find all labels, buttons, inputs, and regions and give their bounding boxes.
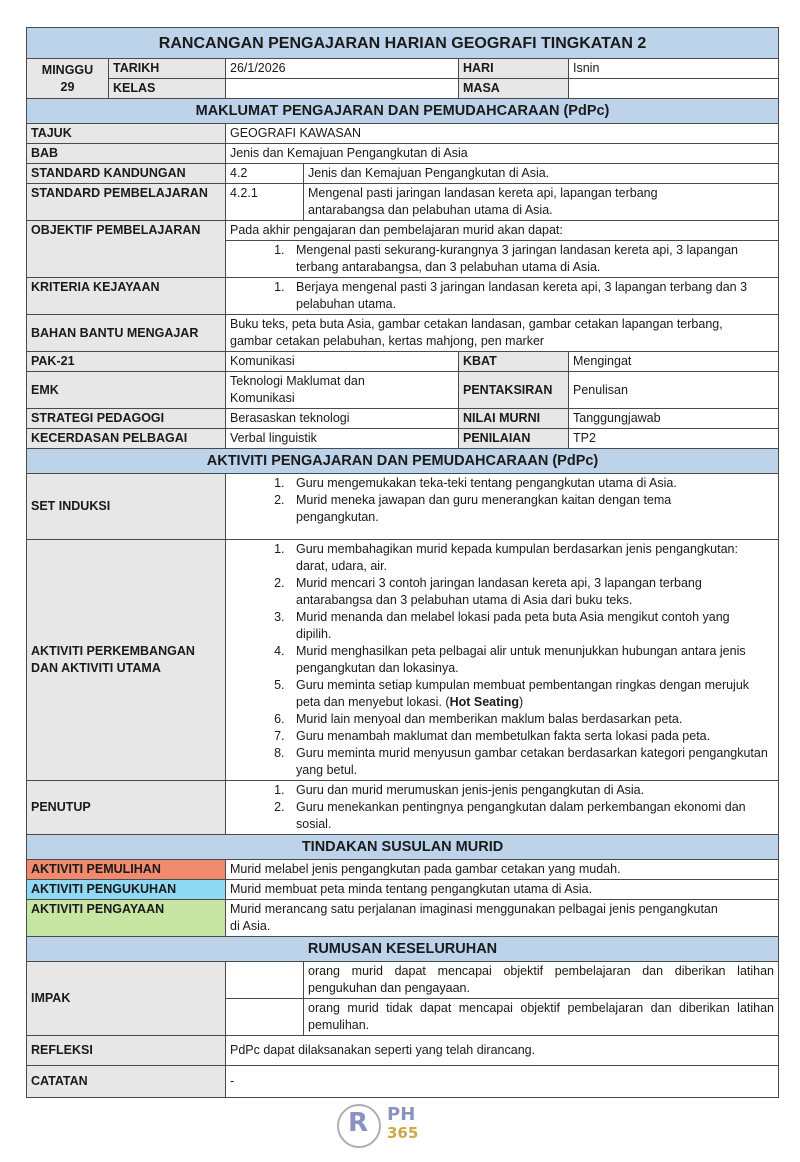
impak-label: IMPAK [27,962,226,1036]
standard-pembelajaran-value: Mengenal pasti jaringan landasan kereta api, lapangan terbang antarabangsa dan pelabuhan utama di Asia. [304,184,779,221]
penilaian-label: PENILAIAN [459,429,569,449]
minggu-label: MINGGU [41,62,94,77]
standard-pembelajaran-code: 4.2.1 [226,184,304,221]
section-rumusan: RUMUSAN KESELURUHAN [27,937,779,962]
set-induksi-item: 2. Murid meneka jawapan dan guru menerangkan kaitan dengan tema pengangkutan. [288,492,738,526]
hari-label: HARI [459,59,569,79]
strategi-label: STRATEGI PEDAGOGI [27,409,226,429]
impak-count-2[interactable] [226,999,304,1036]
refleksi-label: REFLEKSI [27,1036,226,1066]
pengukuhan-value: Murid membuat peta minda tentang pengangkutan utama di Asia. [226,880,779,900]
tajuk-label: TAJUK [27,124,226,144]
catatan-value: - [226,1066,779,1098]
kriteria-label: KRITERIA KEJAYAAN [27,278,226,315]
bbm-label: BAHAN BANTU MENGAJAR [27,315,226,352]
pentaksiran-value: Penulisan [569,372,779,409]
pak21-value: Komunikasi [226,352,459,372]
masa-label: MASA [459,79,569,99]
watermark-number: 365 [387,1124,419,1142]
refleksi-value: PdPc dapat dilaksanakan seperti yang telah dirancang. [226,1036,779,1066]
objektif-intro: Pada akhir pengajaran dan pembelajaran murid akan dapat: [226,221,779,241]
penilaian-value: TP2 [569,429,779,449]
catatan-label: CATATAN [27,1066,226,1098]
minggu-value: 29 [60,79,75,94]
penutup-item: 1. Guru dan murid merumuskan jenis-jenis pengangkutan di Asia. [288,782,774,799]
document-title: RANCANGAN PENGAJARAN HARIAN GEOGRAFI TINGKATAN 2 [27,28,779,59]
watermark-letter: R [348,1108,369,1138]
nilai-murni-value: Tanggungjawab [569,409,779,429]
hari-value[interactable]: Isnin [569,59,779,79]
standard-kandungan-label: STANDARD KANDUNGAN [27,164,226,184]
kelas-label: KELAS [109,79,226,99]
kelas-value[interactable] [226,79,459,99]
emk-value: Teknologi Maklumat dan Komunikasi [226,372,459,409]
pentaksiran-label: PENTAKSIRAN [459,372,569,409]
pak21-label: PAK-21 [27,352,226,372]
rph-table [26,27,779,1098]
set-induksi-label: SET INDUKSI [27,474,226,540]
impak-count-1[interactable] [226,962,304,999]
perkembangan-item: 6. Murid lain menyoal dan memberikan maklum balas berdasarkan peta. [288,711,768,728]
minggu-cell [27,59,109,99]
perkembangan-label: AKTIVITI PERKEMBANGAN DAN AKTIVITI UTAMA [27,540,226,781]
kecerdasan-value: Verbal linguistik [226,429,459,449]
perkembangan-item: 5. Guru meminta setiap kumpulan membuat pembentangan ringkas dengan merujuk peta dan menyebut lokasi. (Hot Seating) [288,677,768,711]
tarikh-value[interactable]: 26/1/2026 [226,59,459,79]
rph365-watermark [337,1104,467,1148]
strategi-value: Berasaskan teknologi [226,409,459,429]
penutup-label: PENUTUP [27,781,226,835]
section-maklumat: MAKLUMAT PENGAJARAN DAN PEMUDAHCARAAN (PdPc) [27,99,779,124]
standard-kandungan-code: 4.2 [226,164,304,184]
pemulihan-label: AKTIVITI PEMULIHAN [27,860,226,880]
bab-value: Jenis dan Kemajuan Pengangkutan di Asia [226,144,779,164]
impak-text-1: orang murid dapat mencapai objektif pembelajaran dan diberikan latihan pengukuhan dan pengayaan. [304,962,779,999]
kecerdasan-label: KECERDASAN PELBAGAI [27,429,226,449]
watermark-brand: PH [387,1104,416,1125]
objektif-label: OBJEKTIF PEMBELAJARAN [27,221,226,278]
bab-label: BAB [27,144,226,164]
perkembangan-item: 2. Murid mencari 3 contoh jaringan landasan kereta api, 3 lapangan terbang antarabangsa dan 3 pelabuhan utama di Asia dari buku teks. [288,575,768,609]
pengayaan-label: AKTIVITI PENGAYAAN [27,900,226,937]
impak-text-2: orang murid tidak dapat mencapai objektif pembelajaran dan diberikan latihan pemulihan. [304,999,779,1036]
penutup-items [226,781,779,835]
perkembangan-items [226,540,779,781]
objektif-items [226,241,779,278]
set-induksi-item: 1. Guru mengemukakan teka-teki tentang pengangkutan utama di Asia. [288,475,738,492]
pengayaan-value: Murid merancang satu perjalanan imaginasi menggunakan pelbagai jenis pengangkutan di Asia. [226,900,779,937]
kriteria-item: 1. Berjaya mengenal pasti 3 jaringan landasan kereta api, 3 lapangan terbang dan 3 pelabuhan utama. [288,279,774,313]
section-tindakan: TINDAKAN SUSULAN MURID [27,835,779,860]
tarikh-label: TARIKH [109,59,226,79]
pemulihan-value: Murid melabel jenis pengangkutan pada gambar cetakan yang mudah. [226,860,779,880]
kbat-value: Mengingat [569,352,779,372]
perkembangan-item: 7. Guru menambah maklumat dan membetulkan fakta serta lokasi pada peta. [288,728,768,745]
bbm-value: Buku teks, peta buta Asia, gambar cetakan landasan, gambar cetakan lapangan terbang, gambar cetakan pelabuhan, kertas mahjong, pen marker [226,315,779,352]
perkembangan-item-text: Guru meminta setiap kumpulan membuat pembentangan ringkas dengan merujuk peta dan menyebut lokasi. [296,678,750,709]
perkembangan-item: 3. Murid menanda dan melabel lokasi pada peta buta Asia mengikut contoh yang dipilih. [288,609,768,643]
rph-document [26,27,778,1148]
watermark-circle-icon [337,1104,381,1148]
section-aktiviti: AKTIVITI PENGAJARAN DAN PEMUDAHCARAAN (PdPc) [27,449,779,474]
objektif-item: 1. Mengenal pasti sekurang-kurangnya 3 jaringan landasan kereta api, 3 lapangan terbang antarabangsa, dan 3 pelabuhan utama di Asia. [288,242,738,276]
perkembangan-item: 4. Murid menghasilkan peta pelbagai alir untuk menunjukkan hubungan antara jenis pengangkutan dan lokasinya. [288,643,768,677]
standard-pembelajaran-label: STANDARD PEMBELAJARAN [27,184,226,221]
perkembangan-item: 8. Guru meminta murid menyusun gambar cetakan berdasarkan kategori pengangkutan yang betul. [288,745,768,779]
nilai-murni-label: NILAI MURNI [459,409,569,429]
tajuk-value: GEOGRAFI KAWASAN [226,124,779,144]
standard-kandungan-value: Jenis dan Kemajuan Pengangkutan di Asia. [304,164,779,184]
set-induksi-items [226,474,779,540]
emk-label: EMK [27,372,226,409]
kbat-label: KBAT [459,352,569,372]
pengukuhan-label: AKTIVITI PENGUKUHAN [27,880,226,900]
perkembangan-item: 1. Guru membahagikan murid kepada kumpulan berdasarkan jenis pengangkutan: darat, udara, air. [288,541,768,575]
masa-value[interactable] [569,79,779,99]
hot-seating-label: Hot Seating [449,695,520,709]
penutup-item: 2. Guru menekankan pentingnya pengangkutan dalam perkembangan ekonomi dan sosial. [288,799,774,833]
kriteria-items [226,278,779,315]
